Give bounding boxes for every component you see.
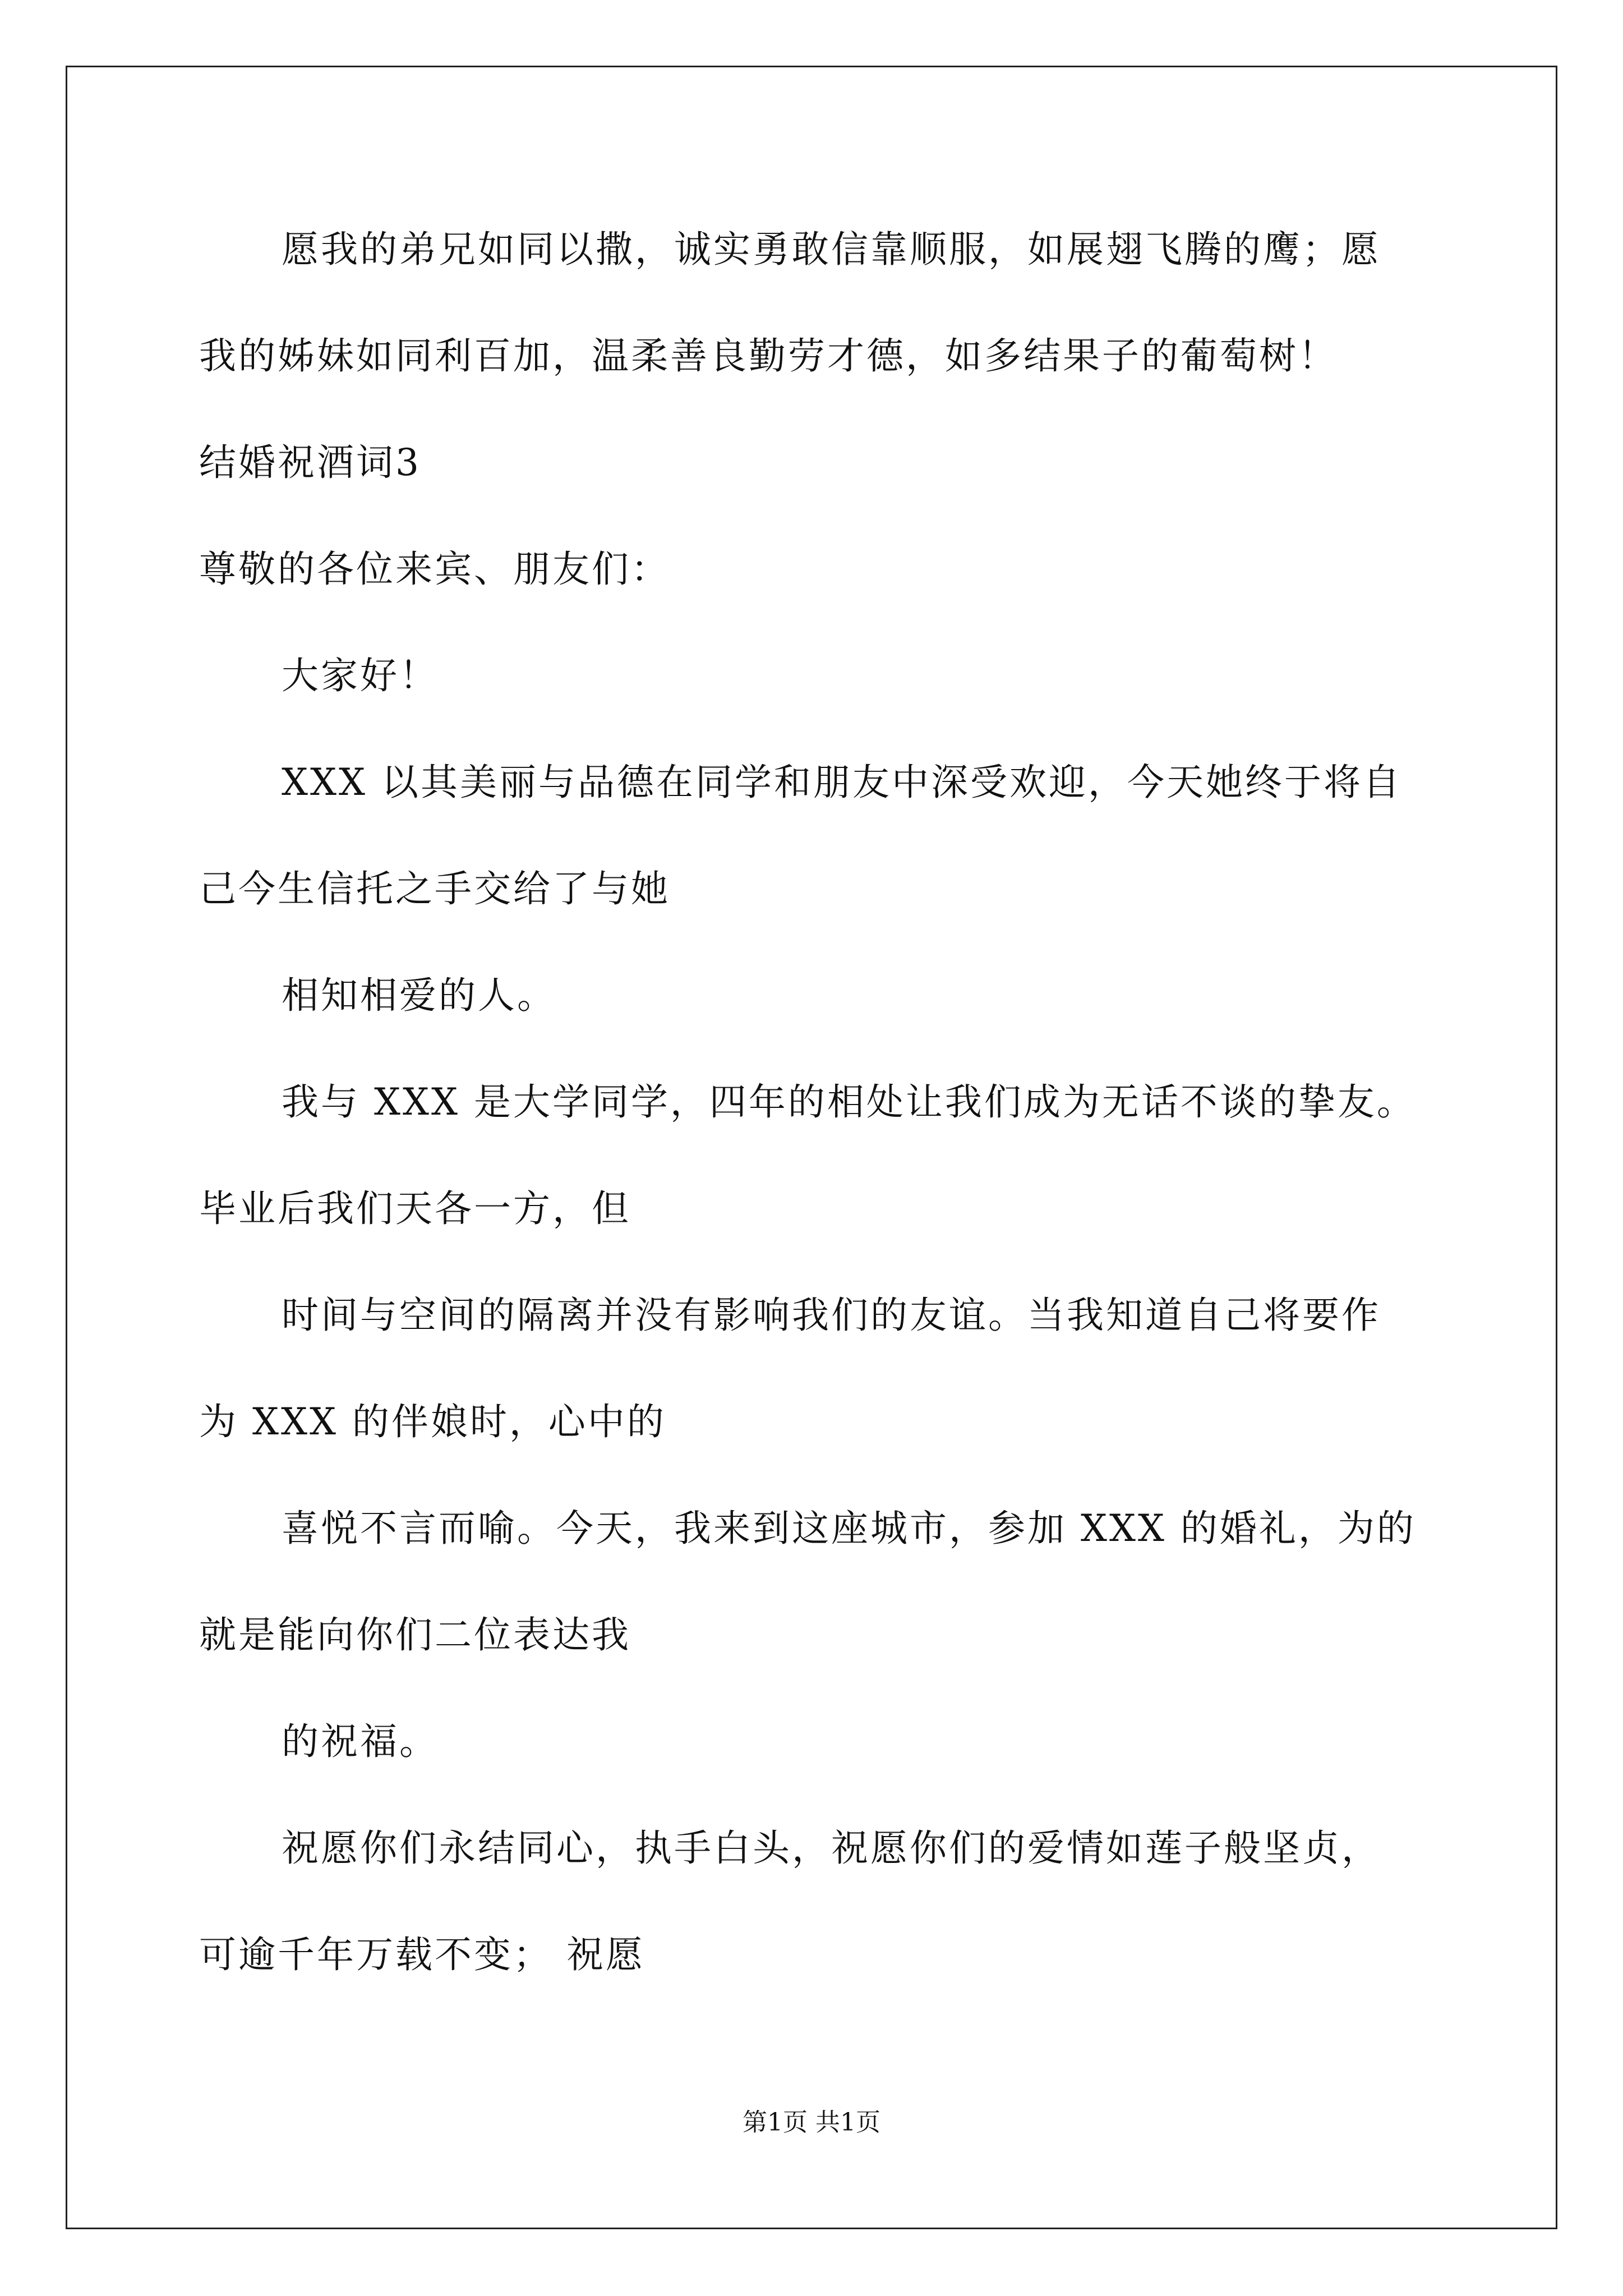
body-text-line: 祝愿你们永结同心，执手白头，祝愿你们的爱情如莲子般坚贞， xyxy=(282,1826,1381,1870)
section-title: 结婚祝酒词3 xyxy=(199,441,421,484)
body-text-line: 愿我的弟兄如同以撒，诚实勇敢信靠顺服，如展翅飞腾的鹰；愿 xyxy=(282,228,1381,271)
body-text-line: 我的姊妹如同利百加，温柔善良勤劳才德，如多结果子的葡萄树！ xyxy=(199,334,1338,378)
body-text-line: 喜悦不言而喻。今天，我来到这座城市，参加 XXX 的婚礼，为的 xyxy=(282,1507,1416,1550)
body-text-line: 相知相爱的人。 xyxy=(282,974,556,1017)
body-text-line: 我与 XXX 是大学同学，四年的相处让我们成为无话不谈的挚友。 xyxy=(282,1080,1416,1124)
salutation: 尊敬的各位来宾、朋友们： xyxy=(199,547,670,591)
page-border xyxy=(66,66,1557,2229)
body-text-line: 时间与空间的隔离并没有影响我们的友谊。当我知道自己将要作 xyxy=(282,1294,1381,1337)
page-number-footer: 第1页 共1页 xyxy=(743,2108,880,2137)
body-text-line: 可逾千年万载不变； 祝愿 xyxy=(199,1933,645,1976)
body-text-line: 毕业后我们天各一方，但 xyxy=(199,1187,631,1230)
body-text-line: 为 XXX 的伴娘时，心中的 xyxy=(199,1400,666,1443)
body-text-line: 就是能向你们二位表达我 xyxy=(199,1613,631,1657)
body-text-line: 己今生信托之手交给了与她 xyxy=(199,867,670,910)
body-text-line: XXX 以其美丽与品德在同学和朋友中深受欢迎，今天她终于将自 xyxy=(282,761,1402,804)
greeting: 大家好！ xyxy=(282,654,439,697)
body-text-line: 的祝福。 xyxy=(282,1720,439,1763)
